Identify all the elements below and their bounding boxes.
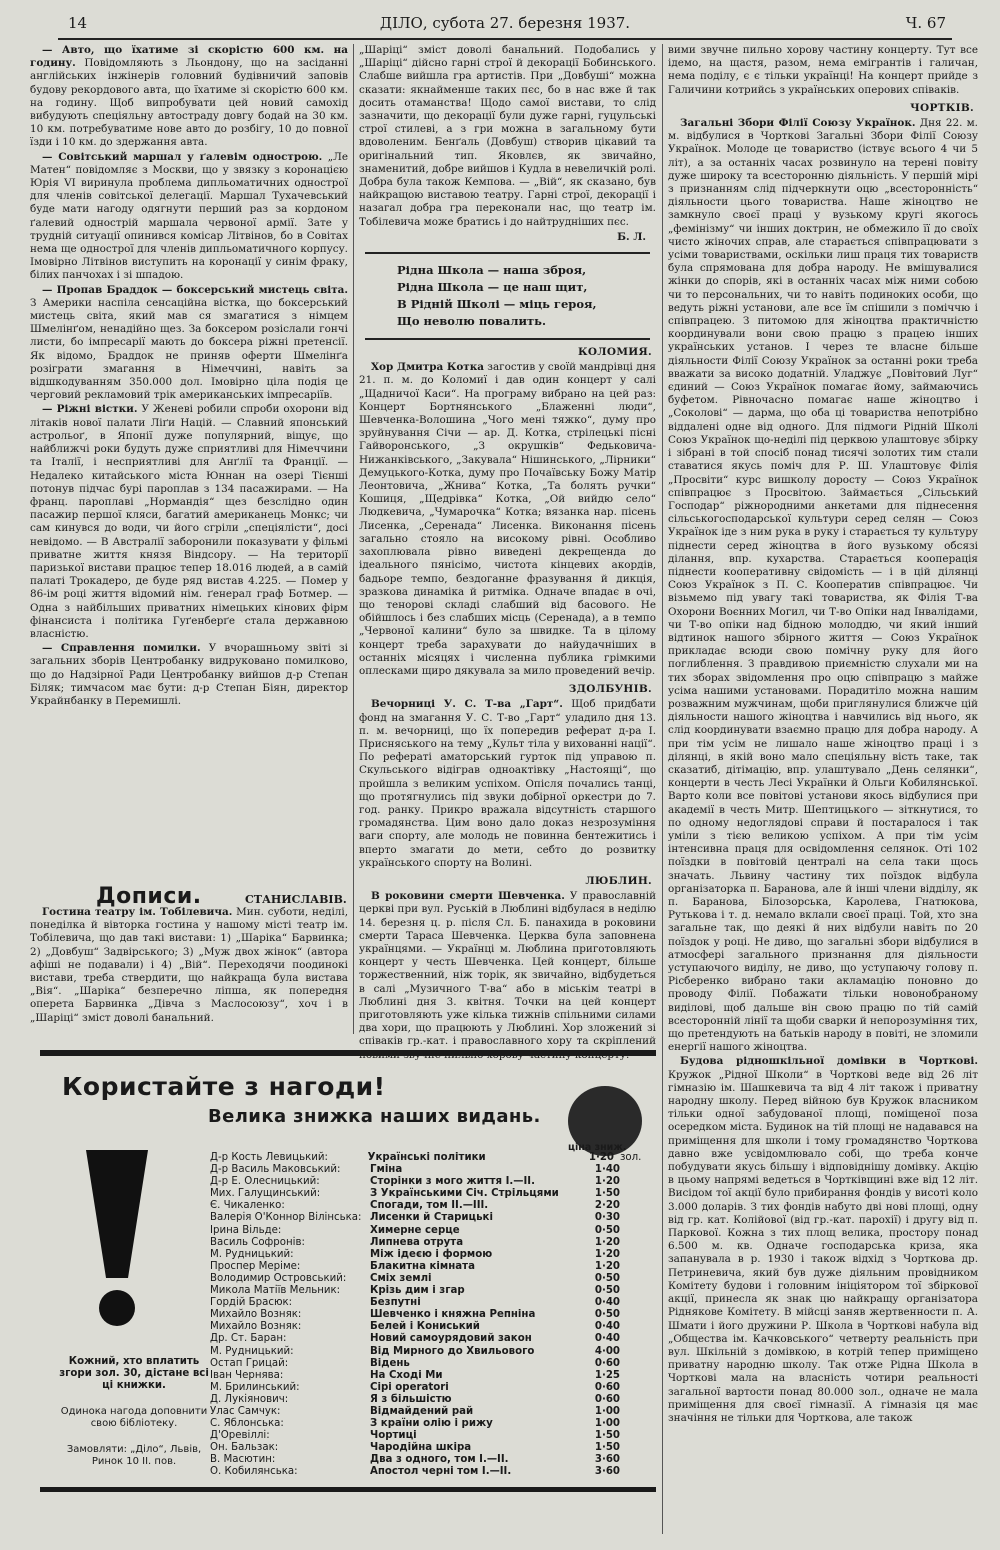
- book-title: Між ідеєю і формою: [370, 1248, 493, 1260]
- ad-bottom-border: [40, 1487, 656, 1492]
- column-rule: [353, 44, 354, 1034]
- book-author: М. Рудницький:: [210, 1345, 294, 1357]
- book-title: Безпутні: [370, 1297, 421, 1309]
- continued-text: вими звучне пильно хорову частину концерту. Тут все ідемо, на щастя, разом, нема емігрантів і галичан, нема поділу, є є тільки українці! На концерт прийде з Галичини котрийсь з українських оперових співаків.: [668, 44, 978, 96]
- book-title: Чародійна шкіра: [370, 1442, 472, 1454]
- book-row: [210, 1382, 640, 1394]
- book-price: 4·00: [594, 1345, 620, 1357]
- book-row: [210, 1466, 640, 1478]
- book-row: [210, 1370, 640, 1382]
- book-title: Чортиці: [370, 1430, 417, 1442]
- dateline-chortkiv: ЧОРТКІВ.: [910, 101, 974, 114]
- book-row: [210, 1212, 640, 1224]
- book-title: Белей і Кониський: [370, 1321, 480, 1333]
- article-ridna-shkola-dimivka: Будова рідношкільної домівки в Чорткові. Кружок „Рідної Школи“ в Чорткові веде від 26 літ гімназію ім. Шашкевича та від 4 літ також і приватну народну школу. Перед війною був Кружок власником тільки одної забудованої площі, поміщеної поза осередком міста. Будинок на тій площі не надавався на приміщення для школи і тому громадянство Чорткова давно вже усвідомлювало собі, що треба конче побудувати якусь більшу і відповіднішу домівку. Акцію в цьому напрямі ведеться в Чортківщині вже від 12 літ. Висідом тої акції було прибирання фондів у висоті коло 3.000 доларів. З тих фондів набуто дві нові площі, одну від гр. кат. Колійової (від гр.-кат. парохії) і другу від п. Паркової. Кожна з тих площ велика, простору понад 6.500 м. кв. Одначе господарська криза, яка запанувала в р. 1930 і також відхід з Чорткова др. Петриневича, який був дуже діяльним провідником Комітету будови і головним ініціятором тої збіркової акції, принесла як знак цю найкращу організатора Ріднякове Комітету. В мійсці заняв жертвенности п. А. Шмати і його дружини Р. Школа в Чорткові набула від „Общества ім. Качковського“ четверту реальність при вул. Шкільній з домівкою, в котрій тепер приміщено приватну народню школу. Так отже Рідна Школа в Чорткові мала на власність чотири реальності загальної вартости понад 80.000 зол., одначе не мала приміщення для своєї гімназії. А гімназія ця має значіння не тільки для Чорткова, але також: [668, 1055, 978, 1424]
- book-row: [210, 1249, 640, 1261]
- book-price: 1·50: [594, 1430, 620, 1442]
- book-title: Відень: [370, 1357, 410, 1369]
- book-author: Д. Лукіянович:: [210, 1393, 289, 1405]
- book-title: Гміна: [370, 1164, 403, 1176]
- dateline-zdolbuniv: ЗДОЛБУНІВ.: [568, 683, 652, 696]
- book-price: 0·50: [594, 1224, 620, 1236]
- book-row: [210, 1454, 640, 1466]
- book-row: [210, 1442, 640, 1454]
- book-author: Он. Бальзак:: [210, 1442, 279, 1454]
- news-item: — Справлення помилки. У вчорашньому звіті зі загальних зборів Центробанку видруковано помилково, що до Надзірної Ради Центробанку вийшов д-р Степан Біляк; тимчасом має бути: д-р Степан Біян, директор Украйнбанку в Перемишлі.: [30, 642, 348, 707]
- book-row: [210, 1394, 640, 1406]
- article-lublin: В роковини смерти Шевченка. У православній церкві при вул. Руській в Люблині відбулася в неділю 14. березня ц. р. після Сл. Б. панахида в роковини смерти Тараса Шевченка. Церква була заповнена українцями. — Українці м. Люблина приготовляють концерт у честь Шевченка. Цей концерт, більше торжественний, ніж торік, як звичайно, відбудеться в салі „Музичного Т-ва“ або в міськім театрі в Люблині дня 3. квітня. Точки на цей концерт приготовляють уже кілька тижнів спільними силами два хори, що працюють у Люблині. Хор зложений зі співаків гр.-кат. і православного хору та скріплений: [359, 890, 656, 1048]
- book-author: В. Масютин:: [210, 1454, 276, 1466]
- column-2: [359, 44, 657, 1048]
- book-price: 0·50: [594, 1309, 620, 1321]
- page-header: [60, 14, 950, 36]
- book-author: Микола Матіїв Мельник:: [210, 1285, 341, 1297]
- book-row: [210, 1309, 640, 1321]
- book-row: [210, 1261, 640, 1273]
- book-title: Апостол черні том I.—II.: [370, 1466, 512, 1478]
- book-title: Химерне серце: [370, 1224, 460, 1236]
- book-title: Лисенки й Старицькі: [370, 1212, 493, 1224]
- book-row: [210, 1176, 640, 1188]
- book-author: Остап Грицай:: [210, 1357, 289, 1369]
- book-price: 0·60: [594, 1381, 620, 1393]
- ad-headline: Користайте з нагоди!: [62, 1072, 386, 1101]
- book-author: Д-р Василь Маковський:: [210, 1164, 341, 1176]
- book-price: 1·20: [594, 1236, 620, 1248]
- book-price: 1·20: [594, 1248, 620, 1260]
- book-row: [210, 1406, 640, 1418]
- book-author: Ірина Вільде:: [210, 1224, 282, 1236]
- book-price: 1·00: [594, 1405, 620, 1417]
- ad-top-border: [40, 1050, 656, 1056]
- column-1: [30, 44, 348, 834]
- book-author: Михайло Возняк:: [210, 1309, 302, 1321]
- book-author: Д-р Е. Олесницький:: [210, 1176, 320, 1188]
- continued-text: „Шаріці“ зміст доволі банальний. Подобались у „Шаріці“ дійсно гарні строї й декорації Бобинського. Слабше вийшла гра артистів. При „Довбуші“ можна сказати: якнайменше таких пєс, бо в нас вже й так досить отаманства! Щодо самої вистави, то слід зазначити, що декорації були дуже гарні, гуцульські строї стилеві, а з гри можна в загальному бути вдоволеним. Бенґаль (Довбуш) створив цікавий та оригінальний тип. Яковлєв, як звичайно, знаменитий, добре вийшов і Кудла в невеличкій ролі. Добра була також Кемпова. — „Вій“, як сказано, був найкращою виставою театру. Гарні строї, декорації і назагал добра гра переконали нас, що театр ім. Тобілевича може братись і до найтрудніших пєс.: [359, 44, 656, 228]
- book-row: [210, 1297, 640, 1309]
- dateline-kolomyia: КОЛОМИЯ.: [578, 346, 652, 359]
- news-item: — Авто, що їхатиме зі скорістю 600 км. на годину. Повідомляють з Льондону, що на засіданні англійських інжінерів головний будівничий заповів будову рекордового авта, що їхатиме зі скорістю 600 км. на годину. Щоб випробувати цей новий самохід вибудують спеціяльну автостраду довгу бодай на 30 км. 10 км. потребуватиме нове авто до розбігу, 10 до повної їзди і 10 км. до здержання авта.: [30, 44, 348, 149]
- book-row: [210, 1200, 640, 1212]
- book-row: [210, 1152, 640, 1164]
- book-price: 1·20: [594, 1176, 620, 1188]
- section-title-dopysy: Дописи.: [96, 884, 202, 909]
- article-soiuz-ukrainok: Загальні Збори Філії Союзу Українок. Дня 22. м. м. відбулися в Чорткові Загальні Збори Філії Союзу Українок. Молоде це товариство (іствує всього 4 чи 5 літ), а за останніх часах розвинуло на терені повіту дуже широку та всесторонню діяльність. У першій мірі з признанням слід підчеркнути оцю „всесторонність“ діяльности цього товариства. Наше жіноцтво не замкнуло своєї праці у вузькому кругі якогось „фемінізму“ чи інших доктрин, не обмежило її до своїх чисто жіночих справ, але старається співпрацювати з усіми товариствами, оскільки лиш праця тих товариств була спрямована для добра народу. Не вмішувалися жінки до спорів, які в останніх часах між ними собою чи то персональних, чи то навіть подиноких особи, що ведуть ріжні установи, але все їм спішили з поміччю і співпрацею. З питомою для жіноцтва практичністю координували вони свою працю з працею інших українських установ. І через те власне більше діяльности Філії Союзу Українок за останні роки треба вважати за високо додатній. Уладжує „Повітовий Луг“ єдиний — Союз Українок помагає йому, займаючись буфетом. Рівночасно помагає наше жіноцтво і „Соколові“ — дарма, що оба ці товариства непотрібно віддалені одне від одного. Для підмоги Рідній Школі Союз Українок що-неділі під церквою улаштовує збірку і зібрані в той спосіб понад тисячі золотих тим стали ставатися якусь поміч для Р. Ш. Улаштовує Філія „Просвіти“ курс вишколу доросту — Союз Українок співпрацює з Просвітою. Займається „Сільський Господар“ ріжнородними анкетами для піднесення сільськогосподарської культури серед селян — Союз Українок іде з ним рука в руку і старається ту культуру піднести серед жіноцтва в його вузькому обсязі ділання, впр. кухарства. Старається кооперація піднести кооперативну свідомість — і в цій ділянці Союз Українок з П. С. Кооператив співпрацює. Чи візьмемо під увагу такі товариства, як Філія Т-ва Охорони Воєнних Могил, чи Т-во Опіки над Інвалідами, чи Т-во опіки над бідною молоддю, чи який інший відтинок нашого збірного життя — Союз Українок прикладає всюди свою помічну руку для його поглиблення. З правдивою приємністю слухали ми на тих зборах звідомлення про оцю співпрацю з майже усіма нашими установами. Порадитіло можна нашим розважним мужчинам, щоби приглянулися ближче цій діяльности нашого жіноцтва і навчились від нього, як слід координувати взаємно працю для добра народу. А при тім усім не лишало наше жіноцтво праці і з ділянці, в якій воно мало спеціяльну вість таке, так сказатиб, дітімацію, впр. улаштувало „День селянки“, концерти в честь Лесі Українки й Ольги Кобилянської. Варто коли все повітові установи якось відбулися при академії в честь Митр. Шептицького — зіткнутися, то по одному недоглядові справи й постаралося і так уміли з тією великою успіхом. А при тім усім інтенсивна праця для освідомлення селянок. Оті 102 поїздки в повітовій централі на села таки щось значать. Львину частину тих поїздок відбула організаторка п. Баранова, але й інші члени відділу, як п. Баранова, Білозорська, Каролева, Гнатюкова, Рутькова і т. д. немало вклали своєї праці. Той, хто зна загальне так, що деякі й них відбули навіть по 20 поїздок у році. Не диво, що загальні збори відбулися в атмосфері загального признання для діяльности уступаючого виділу, не диво, що уступаючу голову п. Рісберенко вибрано таки акламацію поновно до проводу Філії. Побажати тільки новонобраному виділові, щоб дальше він свою працю по тій самій всесторонній лінії та щоби сварки й непорозуміння тих, що претендують на батьків народу в повіті, не зломили енергії нашого жіноцтва.: [668, 117, 978, 1054]
- book-price: 1·20: [588, 1152, 614, 1163]
- book-row: [210, 1333, 640, 1345]
- book-author: Мих. Галущинський:: [210, 1188, 321, 1200]
- book-row: [210, 1346, 640, 1358]
- book-title: Від Мирного до Хвильового: [370, 1345, 535, 1357]
- book-author: Д'Оревіллі:: [210, 1430, 270, 1442]
- book-author: О. Кобилянська:: [210, 1466, 298, 1478]
- book-price: 3·60: [594, 1454, 620, 1466]
- book-price: 0·50: [594, 1285, 620, 1297]
- news-item: — Пропав Браддок — боксерський мистець світа. З Америки наспіла сенсаційна вістка, що боксерський мистець світа, який мав ся змагатися з німцем Шмелінґом, ненадійно щез. За боксером розіслали гончі листи, бо імпресарії мають до боксера ріжні претенсії. Як відомо, Браддок не приняв оферти Шмелінґа розіграти змагання в Німеччині, навіть за відшкодуванням 350.000 дол. Імовірно ціла подія це черговий рекламовий трік американських імпресаріїв.: [30, 283, 348, 402]
- news-item: — Ріжні вістки. У Женеві робили спроби охорони від літаків нової палати Ліґи Націй. — Славний японський астрольоґ, в Японії дуже популярний, віщує, що найближчі роки будуть дуже сприятливі для Німеччини та Італії, і несприятливі для Анґлії та Франції. — Недалеко китайського міста Юннан на озері Тієнші потонув підчас бурі пароплав з 134 пасажирами. — На франц. пароплаві „Нормандія“ щез безслідно один пасажир першої кляси, багатий американець Монкс; чи сам кинувся до води, чи його сгріли „спеціялісти“, досі невідомо. — В Австралії заборонили показувати у фільмі приватне життя князя Віндсору. — На території паризької вистави працює тепер 18.016 людей, а в самій палаті Трокадеро, де буде ряд вистав 4.225. — Помер у 86-ім році життя відомий нім. ґенерал граф Ботмер. — Одна з найбільших приватних німецьких кінових фірм фінансиста і політика Гуґенберґе стала державною власністю.: [30, 403, 348, 640]
- book-author: Д-р Кость Левицький:: [210, 1152, 328, 1163]
- book-author: Василь Софронів:: [210, 1236, 305, 1248]
- book-author: М. Брилинський:: [210, 1381, 300, 1393]
- book-author: Є. Чикаленко:: [210, 1200, 285, 1212]
- book-author: Улас Самчук:: [210, 1405, 281, 1417]
- book-author: Володимир Островський:: [210, 1272, 347, 1284]
- book-price: 1·40: [594, 1164, 620, 1176]
- masthead: ДІЛО, субота 27. березня 1937.: [379, 14, 631, 32]
- page-number: 14: [68, 14, 88, 32]
- book-price: 0·60: [594, 1393, 620, 1405]
- dopysy-body: Гостина театру ім. Тобілевича. Мин. суботи, неділі, понеділка й вівторка гостина у нашому місті театр ім. Тобілевича, що дав такі вистави: 1) „Шаріка“ Барвинка; 2) „Довбуш“ Задвірського; 3) „Муж двох жінок“ (автора афіші не подавали) і 4) „Вій“. Переходячи поодинокі вистави, треба ствердити, що найкраща була вистава „Вія“. „Шаріка“ безперечно ліпша, як попередня оперета Барвинка „Дівча з Маслосоюзу“, хоч і в „Шаріці“ зміст доволі банальний.: [30, 906, 349, 1024]
- book-price: 1·25: [594, 1369, 620, 1381]
- book-price: 3·60: [594, 1466, 620, 1478]
- book-title: Два з одного, том I.—II.: [370, 1454, 509, 1466]
- book-price: 1·50: [594, 1188, 620, 1200]
- book-title: Липнева отрута: [370, 1236, 464, 1248]
- price-column-header: ціна зниж.: [568, 1142, 627, 1153]
- book-title: Спогади, том II.—III.: [370, 1200, 489, 1212]
- book-author: С. Яблонська:: [210, 1418, 284, 1430]
- ad-offer: Кожний, хто вплатить згори зол. 30, дістане всі ці книжки.: [59, 1356, 209, 1391]
- book-title: Шевченко і княжна Репніна: [370, 1309, 536, 1321]
- book-discount-ad: [40, 1060, 656, 1480]
- book-row: [210, 1188, 640, 1200]
- book-price: 1·50: [594, 1442, 620, 1454]
- ad-note: Одинока нагода доповнити свою бібліотеку.: [60, 1406, 208, 1429]
- book-row: [210, 1358, 640, 1370]
- dateline-lublin: ЛЮБЛИН.: [585, 874, 652, 887]
- signature: Б. Л.: [617, 230, 646, 243]
- ad-order-address: Замовляти: „Діло“, Львів, Ринок 10 II. пов.: [66, 1444, 202, 1467]
- article-kolomyia: Хор Дмитра Котка загостив у своїй мандрівці дня 21. п. м. до Коломиї і дав один концерт у салі „Щадничої Каси“. На програму вибрано на цей раз: Концерт Бортнянського „Блаженні люди“, Шевченка-Волошина „Чого мені тяжко“, думу про зруйнування Січи — ар. Д. Котка, стрілецькі пісні Гайворонського, „З окрушків“ Федьковича-Нижанківського, „Закувала“ Нішинського, „Лірники“ Демуцького-Котка, думу про Почаївську Божу Матір Леонтовича, „Жнива“ Котка, „Та болять ручки“ Кошиця, „Щедрівка“ Котка, „Ой вийдю село“ Людкевича, „Чумарочка“ Котка; вязанка нар. пісень Лисенка, „Серенада“ Лисенка. Виконання пісень загально стояло на високому рівні. Особливо захоплювала рівно виведені декрещенда до ідеального пянісімо, чистота кінцевих акордів, бадьоре темпо, бездоганне фразування й дикція, зразкова динаміка й ритміка. Одначе впадає в очі, що тенорові складі слабший від басового. Не обійшлось і без слабших місць (Серенада), а в темпо „Червоної калини“ було за швидке. Та в цілому концерт треба зарахувати до найудачніших в останніх місяцях і численна публика грімкими оплесками щиро дякувала за мило проведений вечір.: [359, 361, 656, 677]
- book-title: Крізь дим і згар: [370, 1285, 465, 1297]
- book-title: З країни олію і рижу: [370, 1418, 493, 1430]
- book-row: [210, 1273, 640, 1285]
- book-author: Валерія О'Коннор Вілінська:: [210, 1212, 362, 1224]
- issue-number: Ч. 67: [905, 14, 946, 32]
- book-author: М. Рудницький:: [210, 1248, 294, 1260]
- book-author: Михайло Возняк:: [210, 1321, 302, 1333]
- column-3: [668, 44, 978, 1544]
- book-price: 0·60: [594, 1357, 620, 1369]
- book-author: Проспер Меріме:: [210, 1260, 301, 1272]
- book-title: Я з більшістю: [370, 1393, 452, 1405]
- book-row: [210, 1237, 640, 1249]
- book-author: Др. Ст. Баран:: [210, 1333, 287, 1345]
- book-price: 0·40: [594, 1297, 620, 1309]
- book-price: 0·50: [594, 1272, 620, 1284]
- book-price: 2·20: [594, 1200, 620, 1212]
- dateline-stanyslaviv: СТАНИСЛАВІВ.: [245, 893, 347, 906]
- currency-label: зол.: [620, 1152, 642, 1163]
- book-row: [210, 1321, 640, 1333]
- news-item: — Совітський маршал у ґалевім однострою. „Ле Матен“ повідомляє з Москви, що у звязку з коронацією Юрія VI виринула проблема дипльоматичних однострої для членів совітської делегації. Маршал Тухачевський буде мати нагоду одягнути перший раз за кордоном ґалевий однострій маршала червоної армії. Зате у трудній ситуації опинився комісар Літвінов, бо в Совітах нема ще однострої для членів дипльоматичного корпусу. Імовірно Літвінов виступить на коронації у синім фраку, білих панчохах і зі шпадою.: [30, 150, 348, 282]
- book-row: [210, 1164, 640, 1176]
- book-title: На Сході Ми: [370, 1369, 443, 1381]
- article-zdolbuniv: Вечорниці У. С. Т-ва „Гарт“. Щоб придбати фонд на змагання У. С. Т-во „Гарт“ уладило дня 13. п. м. вечорниці, що їх попередив реферат д-ра І. Присняського на тему „Культ тіла у вихованні нації“. По рефераті аматорський гурток під управою п. Скульського відіграв одноактівку „Настоящі“, що пройшла з великим успіхом. Опісля почались танці, що протягнулись під звуки добірної оркестри до 7. год. ранку. Прикро вражала відсутність старшого громадянства. Цим воно дало доказ незрозуміння ваги спорту, але молодь не повинна бентежитись і вперто змагати до мети, себто до розвитку українського спорту на Волині.: [359, 698, 657, 869]
- book-price: 1·00: [594, 1418, 620, 1430]
- book-row: [210, 1225, 640, 1237]
- book-price: 1·20: [594, 1260, 620, 1272]
- book-title: Українські політики: [367, 1152, 486, 1163]
- book-title: Сміх землі: [370, 1272, 432, 1284]
- ad-subheadline: Велика знижка наших видань.: [208, 1106, 541, 1127]
- book-row: [210, 1285, 640, 1297]
- book-price: 0·40: [594, 1321, 620, 1333]
- book-title: З Українськими Січ. Стрільцями: [370, 1188, 559, 1200]
- book-row: [210, 1430, 640, 1442]
- book-list: [210, 1152, 640, 1479]
- book-title: Відмайдений рай: [370, 1405, 474, 1417]
- book-title: Сторінки з мого життя I.—II.: [370, 1176, 535, 1188]
- book-title: Блакитна кімната: [370, 1260, 475, 1272]
- book-author: Гордій Брасюк:: [210, 1297, 293, 1309]
- ridna-shkola-verse: Рідна Школа — наша зброя, Рідна Школа — це наш щит, В Рідній Школі — міць героя, Що неволю повалить.: [365, 252, 650, 340]
- book-price: 0·40: [594, 1333, 620, 1345]
- column-rule: [662, 44, 663, 1534]
- book-title: Сірі operatori: [370, 1381, 449, 1393]
- book-row: [210, 1418, 640, 1430]
- header-rule: [58, 38, 952, 40]
- book-title: Новий самоурядовий закон: [370, 1333, 532, 1345]
- book-author: Іван Чернява:: [210, 1369, 284, 1381]
- exclamation-icon: [80, 1150, 154, 1330]
- book-price: 0·30: [594, 1212, 620, 1224]
